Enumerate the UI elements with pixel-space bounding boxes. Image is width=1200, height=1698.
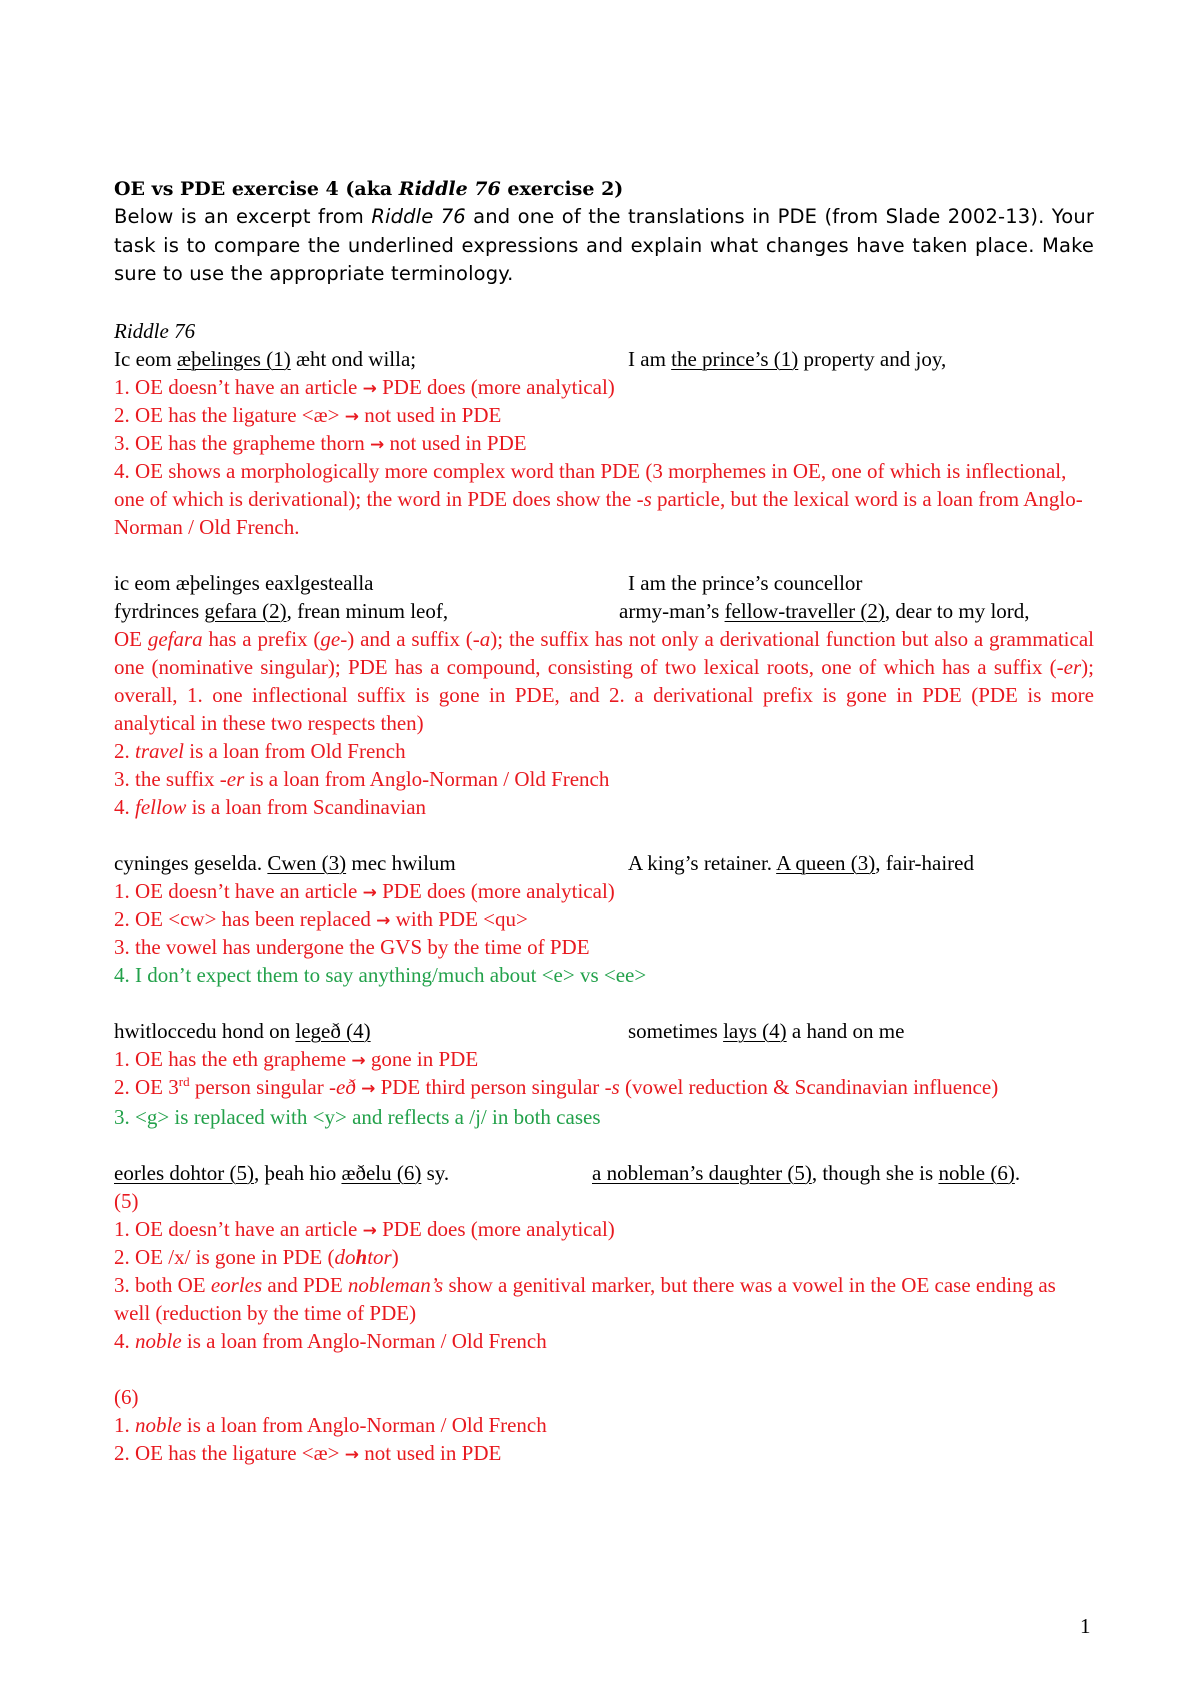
document-body: [114, 175, 1094, 1467]
note: 1. OE has the eth grapheme → gone in PDE: [114, 1046, 479, 1071]
arrow-right-icon: →: [370, 434, 385, 455]
exercise-title: OE vs PDE exercise 4 (aka Riddle 76 exercise 2): [114, 178, 624, 200]
arrow-right-icon: →: [361, 1078, 376, 1099]
oe-text: fyrdrinces gefara (2), frean minum leof,: [114, 598, 449, 623]
pde-text: I am the prince’s (1) property and joy,: [628, 346, 947, 371]
pde-text: a nobleman’s daughter (5), though she is noble (6).: [592, 1160, 1021, 1185]
oe-text: hwitloccedu hond on legeð (4): [114, 1018, 371, 1043]
note-heading: (5): [114, 1188, 139, 1213]
arrow-right-icon: →: [362, 378, 377, 399]
arrow-right-icon: →: [351, 1050, 366, 1071]
note: 2. OE has the ligature <æ> → not used in PDE: [114, 1440, 502, 1465]
note: 1. OE doesn’t have an article → PDE does (more analytical): [114, 374, 615, 399]
arrow-right-icon: →: [362, 882, 377, 903]
verse-line-2: [114, 569, 1094, 597]
note: 3. the vowel has undergone the GVS by the time of PDE: [114, 934, 590, 959]
note: 4. noble is a loan from Anglo-Norman / Old French: [114, 1328, 547, 1353]
note: 3. the suffix -er is a loan from Anglo-Norman / Old French: [114, 766, 610, 791]
note-comment: 4. I don’t expect them to say anything/much about <e> vs <ee>: [114, 962, 647, 987]
arrow-right-icon: →: [344, 406, 359, 427]
arrow-right-icon: →: [344, 1444, 359, 1465]
verse-line-4: [114, 849, 1094, 877]
arrow-right-icon: →: [362, 1220, 377, 1241]
note: 1. noble is a loan from Anglo-Norman / Old French: [114, 1412, 547, 1437]
note: 1. OE doesn’t have an article → PDE does (more analytical): [114, 1216, 615, 1241]
pde-text: sometimes lays (4) a hand on me: [628, 1018, 905, 1043]
oe-text: cyninges geselda. Cwen (3) mec hwilum: [114, 850, 456, 875]
note: 3. OE has the grapheme thorn → not used in PDE: [114, 430, 527, 455]
note: 2. OE /x/ is gone in PDE (dohtor): [114, 1244, 399, 1269]
arrow-right-icon: →: [376, 910, 391, 931]
pde-text: A king’s retainer. A queen (3), fair-haired: [628, 850, 974, 875]
note: 2. travel is a loan from Old French: [114, 738, 406, 763]
oe-text: Ic eom æþelinges (1) æht ond willa;: [114, 346, 417, 371]
page-number: 1: [1080, 1614, 1091, 1638]
note-heading: (6): [114, 1384, 139, 1409]
note: 2. OE <cw> has been replaced → with PDE <qu>: [114, 906, 528, 931]
note: OE gefara has a prefix (ge-) and a suffix (-a); the suffix has not only a derivational function but also a grammatical one (nominative singular); PDE has a compound, consisting of two lexical roots, one of which has a suffix (-er); overall, 1. one inflectional suffix is gone in PDE, and 2. a derivational prefix is gone in PDE (PDE is more analytical in these two respects then): [114, 626, 1094, 735]
poem-title: Riddle 76: [114, 318, 196, 343]
verse-line-5: [114, 1017, 1094, 1045]
pde-text: I am the prince’s councellor: [628, 570, 863, 595]
note: 1. OE doesn’t have an article → PDE does (more analytical): [114, 878, 615, 903]
pde-text: army-man’s fellow-traveller (2), dear to my lord,: [619, 598, 1030, 623]
note: 4. fellow is a loan from Scandinavian: [114, 794, 427, 819]
note: 2. OE 3rd person singular -eð → PDE third person singular -s (vowel reduction & Scandinavian influence): [114, 1073, 999, 1099]
exercise-instructions: Below is an excerpt from Riddle 76 and one of the translations in PDE (from Slade 2002-13). Your task is to compare the underlined expressions and explain what changes have taken place. Make sure to use the appropriate terminology.: [114, 205, 1095, 285]
verse-line-6: [114, 1159, 1094, 1187]
note: 3. both OE eorles and PDE nobleman’s show a genitival marker, but there was a vowel in the OE case ending as well (reduction by the time of PDE): [114, 1272, 1056, 1325]
note: 4. OE shows a morphologically more complex word than PDE (3 morphemes in OE, one of which is inflectional, one of which is derivational); the word in PDE does show the -s particle, but the lexical word is a loan from Anglo-Norman / Old French.: [114, 458, 1083, 539]
note-comment: 3. <g> is replaced with <y> and reflects a /j/ in both cases: [114, 1104, 601, 1129]
verse-line-1: [114, 345, 1094, 373]
verse-line-3: [114, 597, 1094, 625]
oe-text: ic eom æþelinges eaxlgestealla: [114, 570, 374, 595]
note: 2. OE has the ligature <æ> → not used in PDE: [114, 402, 502, 427]
oe-text: eorles dohtor (5), þeah hio æðelu (6) sy.: [114, 1160, 450, 1185]
